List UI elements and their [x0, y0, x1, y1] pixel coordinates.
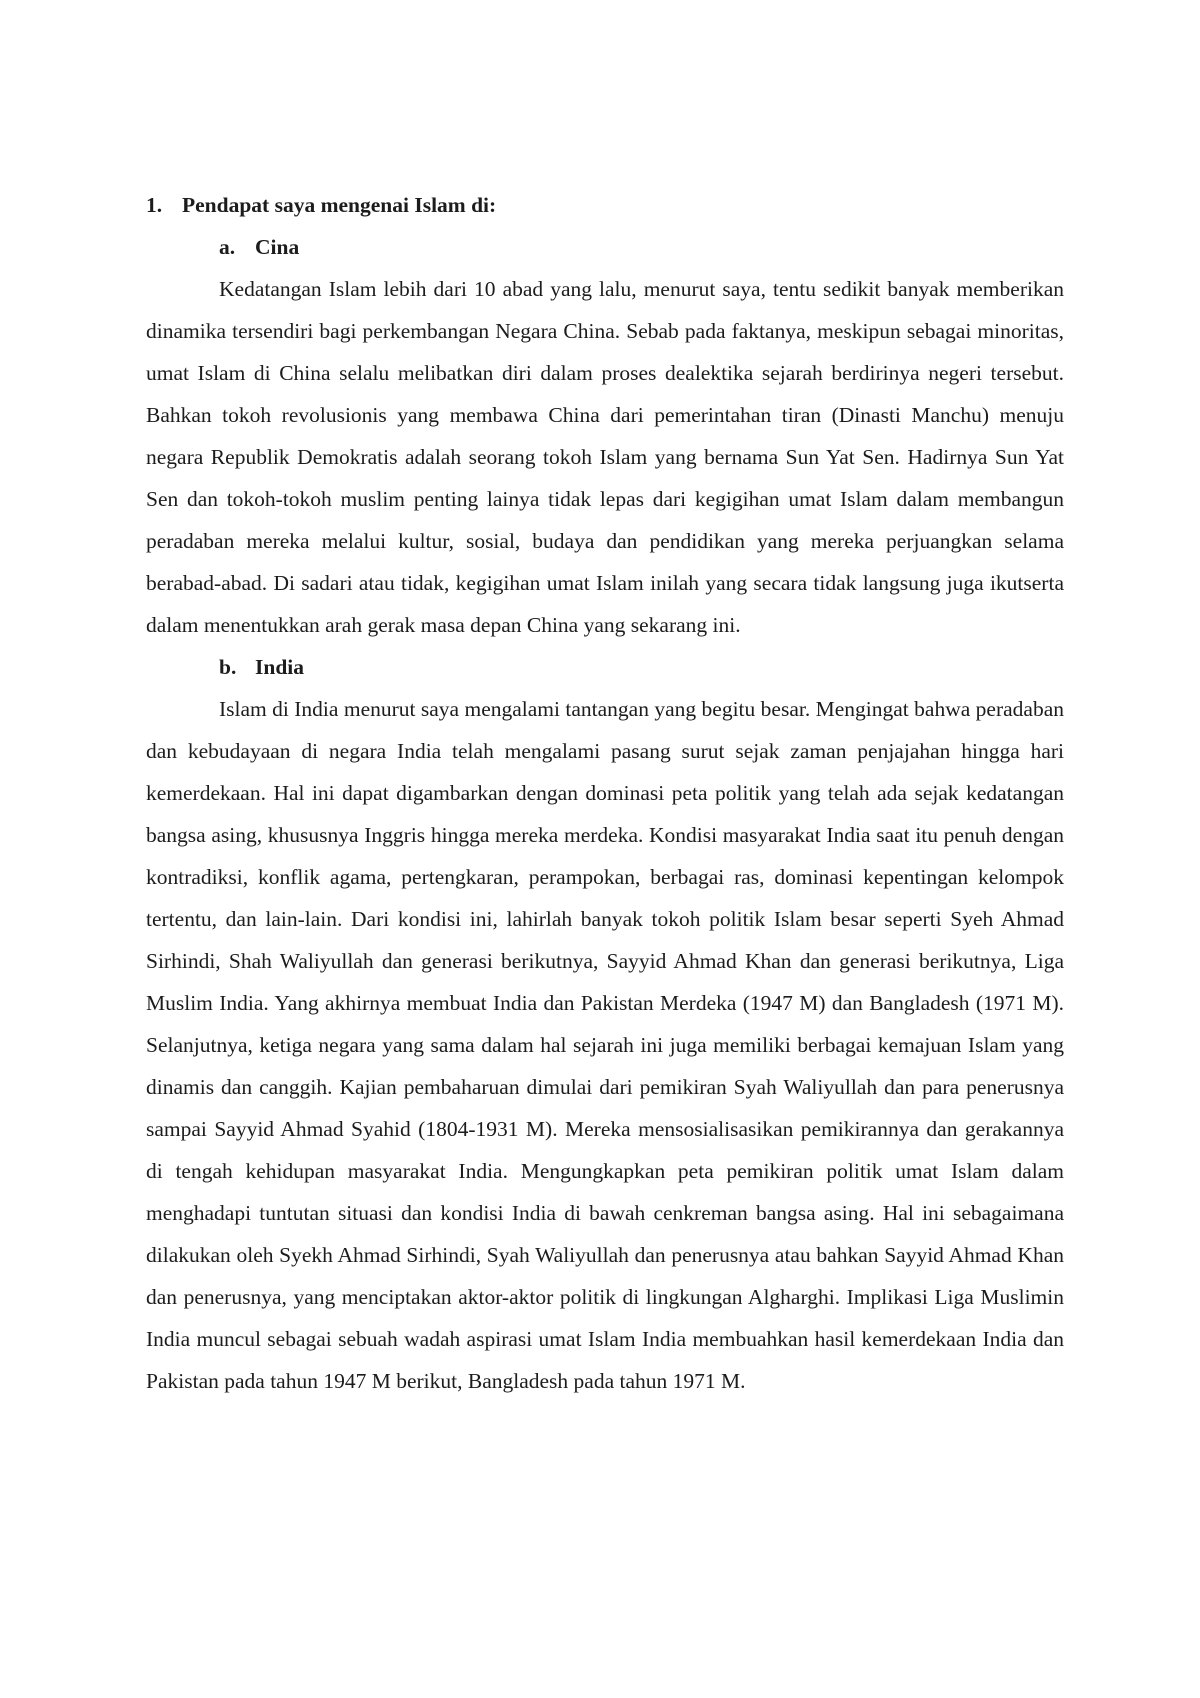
section-letter: b.: [219, 655, 237, 679]
section-letter: a.: [219, 235, 236, 259]
section-title: India: [255, 655, 305, 679]
heading-text: Pendapat saya mengenai Islam di:: [182, 193, 497, 217]
document-page: [146, 184, 1064, 1402]
heading-number: 1.: [146, 193, 163, 217]
section-heading: [219, 226, 1064, 268]
section-heading: [219, 646, 1064, 688]
section-paragraph: Kedatangan Islam lebih dari 10 abad yang lalu, menurut saya, tentu sedikit banyak memberikan dinamika tersendiri bagi perkembangan Negara China. Sebab pada faktanya, meskipun sebagai minoritas, umat Islam di China selalu melibatkan diri dalam proses dealektika sejarah berdirinya negeri tersebut. Bahkan tokoh revolusionis yang membawa China dari pemerintahan tiran (Dinasti Manchu) menuju negara Republik Demokratis adalah seorang tokoh Islam yang bernama Sun Yat Sen. Hadirnya Sun Yat Sen dan tokoh-tokoh muslim penting lainya tidak lepas dari kegigihan umat Islam dalam membangun peradaban mereka melalui kultur, sosial, budaya dan pendidikan yang mereka perjuangkan selama berabad-abad. Di sadari atau tidak, kegigihan umat Islam inilah yang secara tidak langsung juga ikutserta dalam menentukkan arah gerak masa depan China yang sekarang ini.: [146, 277, 1064, 637]
section-cina: [146, 226, 1064, 646]
main-heading: [146, 184, 1064, 226]
section-title: Cina: [255, 235, 300, 259]
section-india: [146, 646, 1064, 1402]
section-paragraph: Islam di India menurut saya mengalami tantangan yang begitu besar. Mengingat bahwa peradaban dan kebudayaan di negara India telah mengalami pasang surut sejak zaman penjajahan hingga hari kemerdekaan. Hal ini dapat digambarkan dengan dominasi peta politik yang telah ada sejak kedatangan bangsa asing, khususnya Inggris hingga mereka merdeka. Kondisi masyarakat India saat itu penuh dengan kontradiksi, konflik agama, pertengkaran, perampokan, berbagai ras, dominasi kepentingan kelompok tertentu, dan lain-lain. Dari kondisi ini, lahirlah banyak tokoh politik Islam besar seperti Syeh Ahmad Sirhindi, Shah Waliyullah dan generasi berikutnya, Sayyid Ahmad Khan dan generasi berikutnya, Liga Muslim India. Yang akhirnya membuat India dan Pakistan Merdeka (1947 M) dan Bangladesh (1971 M). Selanjutnya, ketiga negara yang sama dalam hal sejarah ini juga memiliki berbagai kemajuan Islam yang dinamis dan canggih. Kajian pembaharuan dimulai dari pemikiran Syah Waliyullah dan para penerusnya sampai Sayyid Ahmad Syahid (1804-1931 M). Mereka mensosialisasikan pemikirannya dan gerakannya di tengah kehidupan masyarakat India. Mengungkapkan peta pemikiran politik umat Islam dalam menghadapi tuntutan situasi dan kondisi India di bawah cenkreman bangsa asing. Hal ini sebagaimana dilakukan oleh Syekh Ahmad Sirhindi, Syah Waliyullah dan penerusnya atau bahkan Sayyid Ahmad Khan dan penerusnya, yang menciptakan aktor-aktor politik di lingkungan Algharghi. Implikasi Liga Muslimin India muncul sebagai sebuah wadah aspirasi umat Islam India membuahkan hasil kemerdekaan India dan Pakistan pada tahun 1947 M berikut, Bangladesh pada tahun 1971 M.: [146, 697, 1064, 1393]
